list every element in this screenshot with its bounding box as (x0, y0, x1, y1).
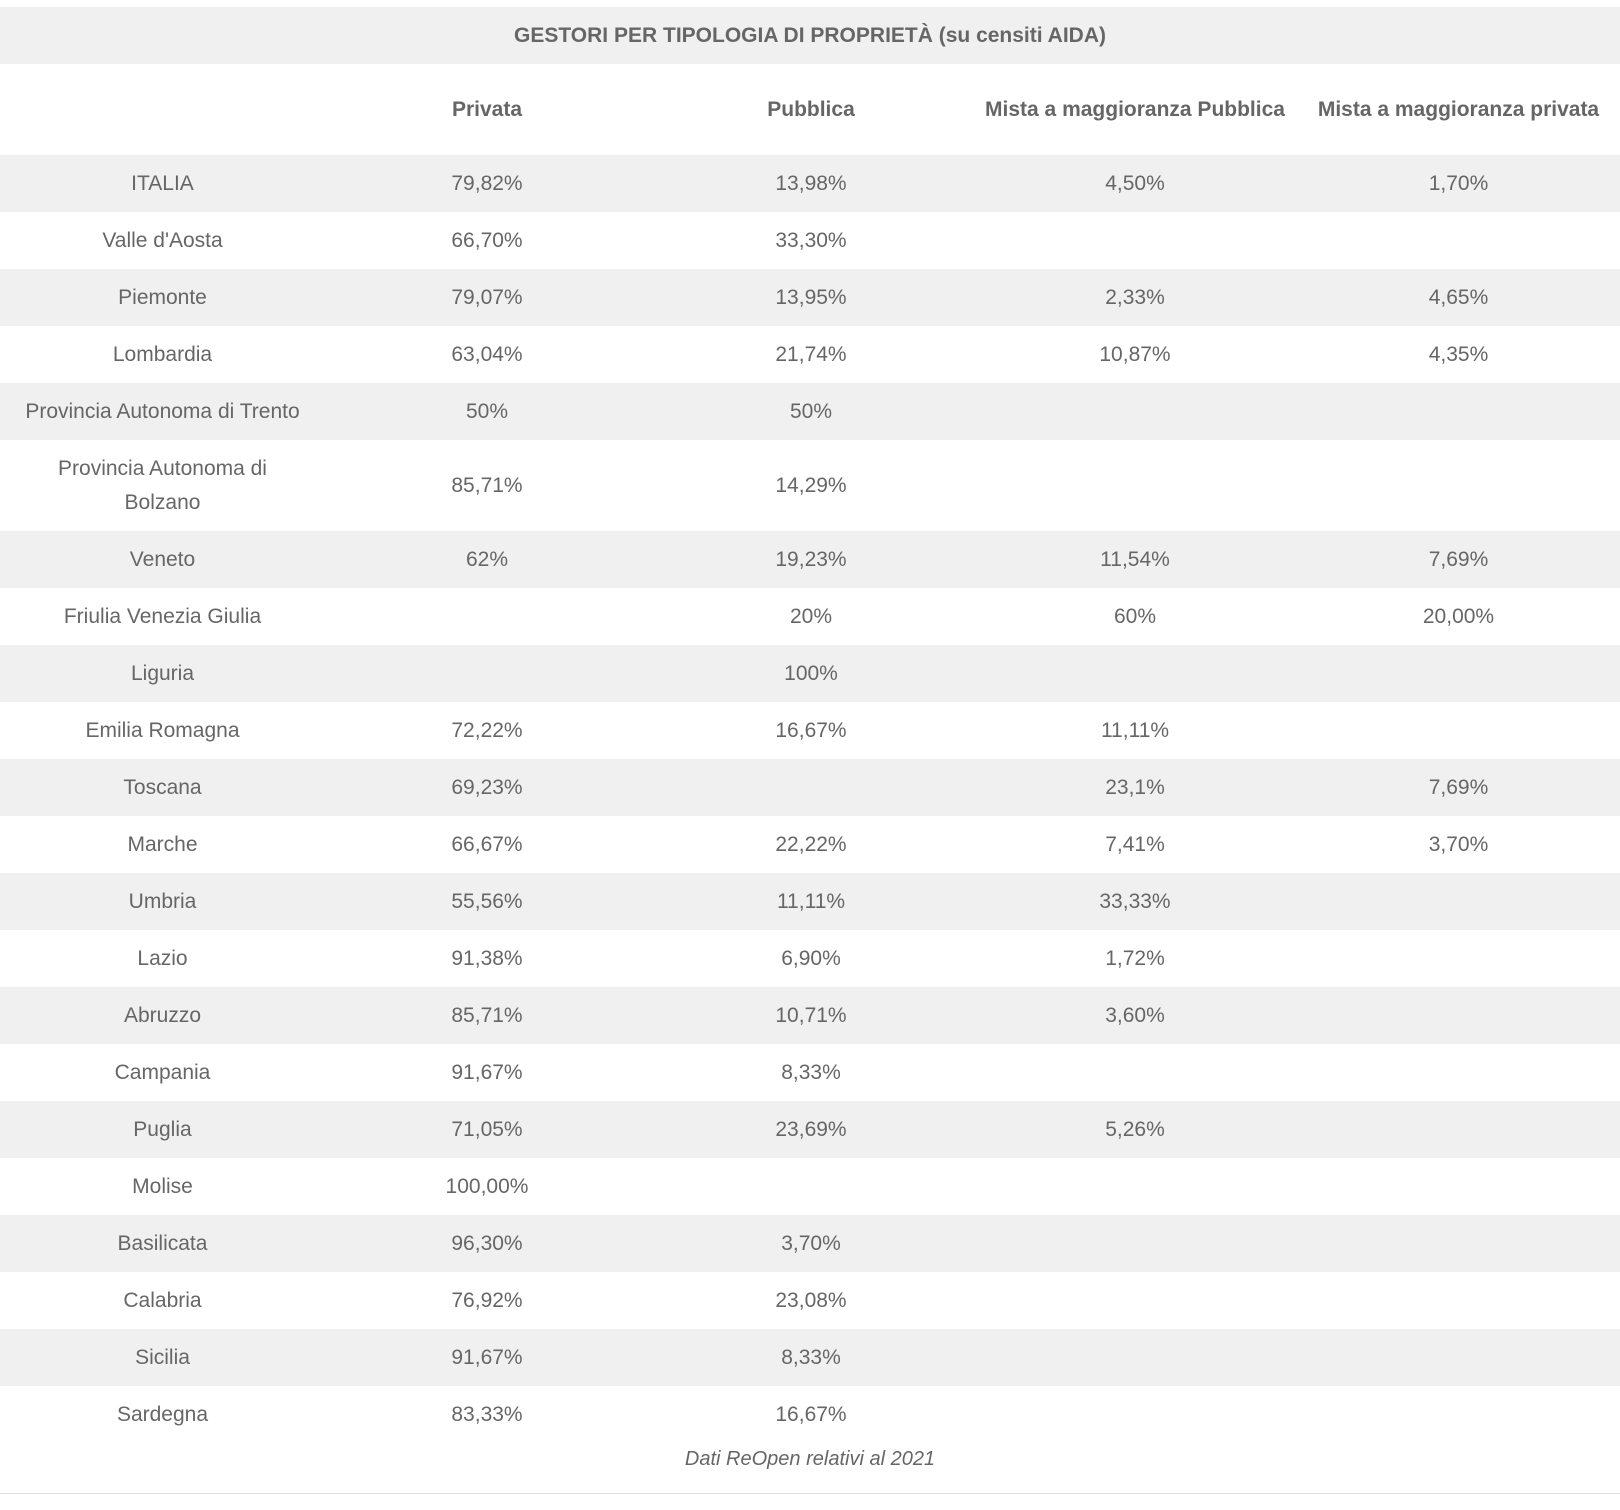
data-cell: 11,54% (1100, 547, 1170, 571)
data-cell: 19,23% (775, 547, 847, 571)
data-cell: 79,82% (451, 171, 523, 195)
data-cell: 4,50% (1105, 171, 1165, 195)
data-cell: 79,07% (451, 285, 523, 309)
table-body (0, 155, 1620, 1443)
column-header: Mista a maggioranza privata (1317, 97, 1600, 121)
data-cell: 85,71% (451, 1003, 523, 1027)
data-cell: 7,69% (1428, 775, 1489, 799)
data-cell (973, 1272, 1297, 1329)
data-cell (325, 645, 649, 702)
table-row (0, 1101, 1620, 1158)
data-cell: 13,95% (775, 285, 847, 309)
row-label: Provincia Autonoma di Bolzano (58, 456, 267, 514)
bottom-divider (0, 1493, 1620, 1494)
data-cell: 71,05% (451, 1117, 523, 1141)
data-cell (973, 1215, 1297, 1272)
data-cell (649, 759, 973, 816)
data-cell (973, 383, 1297, 440)
table-row (0, 440, 1620, 531)
row-label: Liguria (130, 661, 195, 685)
data-cell (1297, 440, 1620, 531)
data-cell: 85,71% (451, 473, 523, 497)
row-label: Marche (127, 832, 198, 856)
row-label: Lombardia (112, 342, 213, 366)
row-label: Campania (114, 1060, 211, 1084)
data-cell (973, 1158, 1297, 1215)
data-cell (1297, 1215, 1620, 1272)
data-cell: 83,33% (451, 1402, 523, 1426)
column-header: Privata (451, 97, 523, 121)
data-cell (973, 1044, 1297, 1101)
column-header: Pubblica (767, 97, 855, 121)
row-label: Provincia Autonoma di Trento (25, 399, 300, 423)
table-row (0, 212, 1620, 269)
data-cell (973, 1329, 1297, 1386)
data-cell: 3,60% (1105, 1003, 1165, 1027)
data-cell: 10,87% (1099, 342, 1171, 366)
data-cell: 5,26% (1105, 1117, 1165, 1141)
data-cell: 11,11% (1100, 718, 1170, 742)
table-row (0, 588, 1620, 645)
data-cell: 50% (789, 399, 833, 423)
data-cell (973, 645, 1297, 702)
data-cell: 66,67% (451, 832, 523, 856)
data-cell: 20% (789, 604, 833, 628)
data-cell (1297, 702, 1620, 759)
data-cell: 11,11% (776, 889, 846, 913)
data-cell (1297, 645, 1620, 702)
data-cell: 7,41% (1105, 832, 1165, 856)
data-cell: 50% (465, 399, 509, 423)
data-cell: 13,98% (775, 171, 847, 195)
row-label: Calabria (123, 1288, 202, 1312)
data-cell: 8,33% (781, 1060, 841, 1084)
table-row (0, 987, 1620, 1044)
data-cell: 72,22% (451, 718, 523, 742)
table-row (0, 702, 1620, 759)
table-row (0, 1386, 1620, 1443)
data-cell: 69,23% (451, 775, 523, 799)
data-cell (1297, 987, 1620, 1044)
data-cell: 16,67% (775, 1402, 847, 1426)
data-cell (1297, 930, 1620, 987)
data-cell (1297, 1101, 1620, 1158)
data-cell: 23,08% (775, 1288, 847, 1312)
table-row (0, 1272, 1620, 1329)
row-label: Molise (132, 1174, 193, 1198)
table-row (0, 326, 1620, 383)
table-row (0, 1329, 1620, 1386)
row-label: Lazio (137, 946, 188, 970)
data-cell: 33,30% (775, 228, 847, 252)
data-table (0, 7, 1620, 1494)
table-row (0, 1044, 1620, 1101)
data-cell (1297, 212, 1620, 269)
row-label: Umbria (128, 889, 197, 913)
data-cell: 22,22% (775, 832, 847, 856)
data-cell: 16,67% (775, 718, 847, 742)
data-cell: 21,74% (775, 342, 847, 366)
data-cell: 2,33% (1105, 285, 1165, 309)
data-cell: 8,33% (781, 1345, 841, 1369)
table-row (0, 816, 1620, 873)
data-cell: 1,70% (1428, 171, 1489, 195)
data-cell: 3,70% (781, 1231, 841, 1255)
table-row (0, 645, 1620, 702)
data-cell (1297, 1044, 1620, 1101)
data-cell: 91,67% (451, 1060, 523, 1084)
data-cell (973, 1386, 1297, 1443)
data-cell: 55,56% (451, 889, 523, 913)
row-label: Emilia Romagna (85, 718, 240, 742)
table-title: GESTORI PER TIPOLOGIA DI PROPRIETÀ (su censiti AIDA) (0, 7, 1620, 64)
data-cell: 63,04% (451, 342, 523, 366)
source-note: Dati ReOpen relativi al 2021 (684, 1448, 936, 1470)
data-cell: 10,71% (775, 1003, 847, 1027)
row-label: Veneto (129, 547, 196, 571)
data-cell (1297, 1386, 1620, 1443)
data-cell: 96,30% (451, 1231, 523, 1255)
data-cell (1297, 1272, 1620, 1329)
data-cell (649, 1158, 973, 1215)
row-label: Puglia (133, 1117, 192, 1141)
data-cell: 66,70% (451, 228, 523, 252)
table-row (0, 873, 1620, 930)
data-cell: 20,00% (1422, 604, 1495, 628)
data-cell: 23,1% (1105, 775, 1165, 799)
data-cell (325, 588, 649, 645)
row-label: Toscana (123, 775, 202, 799)
data-cell (973, 212, 1297, 269)
row-label: Abruzzo (123, 1003, 202, 1027)
data-cell (1297, 1329, 1620, 1386)
table-row (0, 1215, 1620, 1272)
data-cell: 14,29% (775, 473, 847, 497)
table-row (0, 1158, 1620, 1215)
data-cell: 100,00% (445, 1174, 529, 1198)
row-label: Basilicata (117, 1231, 208, 1255)
data-cell (1297, 873, 1620, 930)
column-header (0, 64, 325, 155)
table-row (0, 269, 1620, 326)
row-label: Piemonte (118, 285, 207, 309)
data-cell: 1,72% (1105, 946, 1165, 970)
data-cell: 33,33% (1099, 889, 1171, 913)
data-cell: 76,92% (451, 1288, 523, 1312)
row-label: Valle d'Aosta (102, 228, 223, 252)
data-cell: 4,35% (1428, 342, 1489, 366)
table-row (0, 155, 1620, 212)
table-row (0, 383, 1620, 440)
data-cell: 91,67% (451, 1345, 523, 1369)
row-label: Sardegna (116, 1402, 209, 1426)
data-cell: 4,65% (1428, 285, 1489, 309)
data-cell: 3,70% (1428, 832, 1489, 856)
row-label: ITALIA (131, 171, 194, 195)
data-cell (973, 440, 1297, 531)
table-row (0, 930, 1620, 987)
data-cell: 100% (784, 661, 838, 685)
data-cell: 91,38% (451, 946, 523, 970)
data-cell (1297, 383, 1620, 440)
data-cell: 62% (465, 547, 509, 571)
data-cell (1297, 1158, 1620, 1215)
table-row (0, 759, 1620, 816)
data-cell: 23,69% (775, 1117, 847, 1141)
row-label: Sicilia (135, 1345, 190, 1369)
row-label: Friulia Venezia Giulia (63, 604, 262, 628)
data-cell: 7,69% (1428, 547, 1489, 571)
column-header: Mista a maggioranza Pubblica (985, 97, 1285, 121)
header-row (0, 64, 1620, 155)
data-cell: 60% (1113, 604, 1157, 628)
data-cell: 6,90% (781, 946, 841, 970)
table-row (0, 531, 1620, 588)
